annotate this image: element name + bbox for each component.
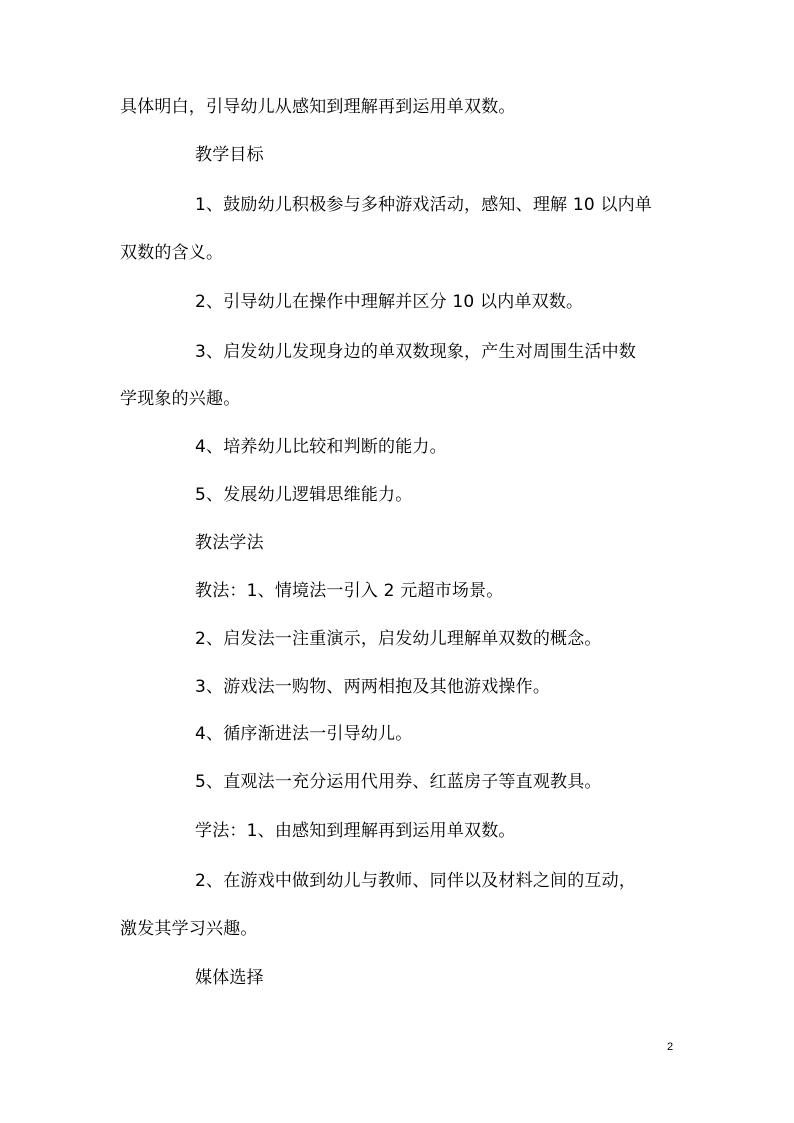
section-heading: 教法学法	[195, 533, 264, 553]
section-heading: 教学目标	[195, 145, 264, 165]
page-number: 2	[667, 1041, 674, 1053]
text-line: 2、在游戏中做到幼儿与教师、同伴以及材料之间的互动，	[195, 871, 637, 891]
text-line: 双数的含义。	[120, 243, 224, 263]
text-line: 3、游戏法一购物、两两相抱及其他游戏操作。	[195, 677, 551, 697]
text-line: 5、发展幼儿逻辑思维能力。	[195, 485, 413, 505]
text-line: 具体明白，引导幼儿从感知到理解再到运用单双数。	[120, 97, 516, 117]
text-line: 4、培养幼儿比较和判断的能力。	[195, 437, 447, 457]
text-line: 1、鼓励幼儿积极参与多种游戏活动，感知、理解 10 以内单	[195, 195, 653, 215]
section-heading: 媒体选择	[195, 968, 264, 988]
text-line: 2、启发法一注重演示，启发幼儿理解单双数的概念。	[195, 629, 602, 649]
text-line: 3、启发幼儿发现身边的单双数现象，产生对周围生活中数	[195, 342, 637, 362]
text-line: 4、循序渐进法一引导幼儿。	[195, 724, 413, 744]
text-line: 2、引导幼儿在操作中理解并区分 10 以内单双数。	[195, 292, 584, 312]
text-line: 教法：1、情境法一引入 2 元超市场景。	[195, 581, 504, 601]
text-line: 5、直观法一充分运用代用券、红蓝房子等直观教具。	[195, 772, 602, 792]
text-line: 激发其学习兴趣。	[120, 919, 258, 939]
text-line: 学法：1、由感知到理解再到运用单双数。	[195, 821, 516, 841]
text-line: 学现象的兴趣。	[120, 389, 241, 409]
